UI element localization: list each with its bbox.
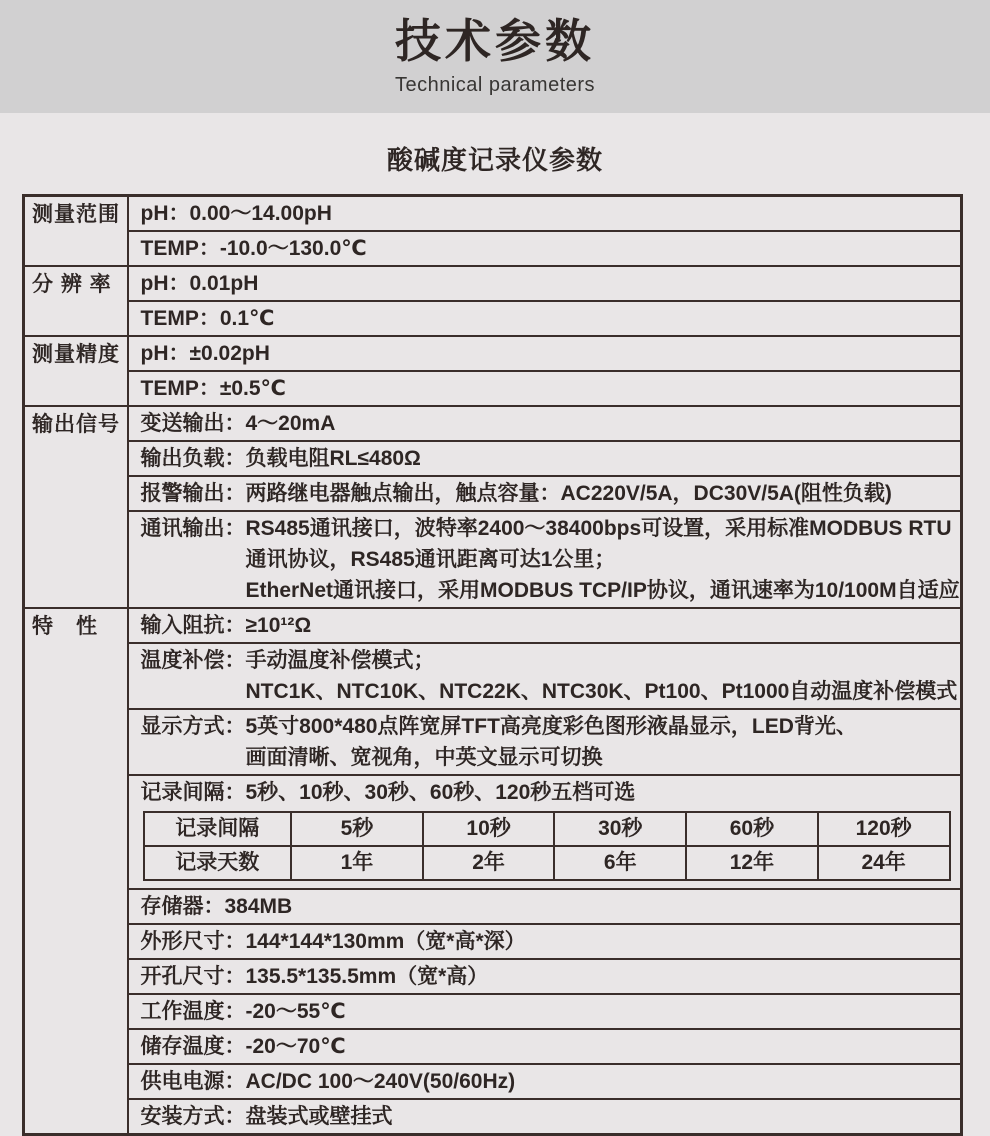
table-row [24,406,962,441]
spec-cell [128,1029,962,1064]
spec-cell [128,511,962,608]
spec-line: 温度补偿：手动温度补偿模式； [140,649,435,672]
spec-line: 供电电源：AC/DC 100～240V(50/60Hz) [140,1070,516,1093]
spec-line: 画面清晰、宽视角，中英文显示可切换 [245,746,603,769]
record-cell: 记录天数 [144,846,292,880]
spec-cell [128,476,962,511]
record-cell: 1年 [291,846,423,880]
spec-line: 储存温度：-20～70℃ [140,1035,346,1058]
table-row [24,196,962,232]
table-row [24,959,962,994]
table-row [24,709,962,775]
spec-line: TEMP：±0.5℃ [140,377,286,400]
spec-table [22,194,963,1136]
table-row [24,1029,962,1064]
table-row [24,266,962,301]
page-title: 技术参数 [395,15,595,67]
record-cell: 5秒 [291,812,423,846]
spec-line: TEMP：0.1℃ [140,307,275,330]
table-row [24,775,962,889]
group-label-accuracy: 测量精度 [24,336,128,406]
spec-line: 通讯输出：RS485通讯接口，波特率2400～38400bps可设置，采用标准MODBUS RTU [140,517,952,540]
table-row [24,608,962,643]
group-label-measuring-range: 测量范围 [24,196,128,267]
spec-line: 输入阻抗：≥10¹²Ω [140,614,312,637]
group-label-output-signal: 输出信号 [24,406,128,608]
record-cell: 30秒 [554,812,686,846]
record-cell: 2年 [423,846,555,880]
spec-line: 输出负载：负载电阻RL≤480Ω [140,447,421,470]
table-row [24,1064,962,1099]
spec-line: NTC1K、NTC10K、NTC22K、NTC30K、Pt100、Pt1000自动温度补偿模式 [245,680,958,703]
table-row [24,231,962,266]
spec-cell [128,406,962,441]
spec-line: 显示方式：5英寸800*480点阵宽屏TFT高亮度彩色图形液晶显示，LED背光、 [140,715,857,738]
group-label-features: 特 性 [24,608,128,1135]
spec-cell [128,608,962,643]
spec-line: 记录间隔：5秒、10秒、30秒、60秒、120秒五档可选 [140,781,636,804]
table-row [24,889,962,924]
table-row [24,1099,962,1135]
spec-cell [128,371,962,406]
spec-cell [128,1099,962,1135]
spec-cell [128,643,962,709]
group-label-resolution: 分 辨 率 [24,266,128,336]
table-row [24,511,962,608]
spec-line: pH：0.00～14.00pH [140,202,332,225]
spec-cell [128,266,962,301]
spec-line: pH：±0.02pH [140,342,270,365]
record-cell: 120秒 [818,812,950,846]
spec-line: 报警输出：两路继电器触点输出，触点容量：AC220V/5A，DC30V/5A(阻性负载) [140,482,892,505]
spec-cell [128,924,962,959]
spec-line: 通讯协议，RS485通讯距离可达1公里； [245,548,616,571]
spec-line: 工作温度：-20～55℃ [140,1000,346,1023]
table-row [24,994,962,1029]
record-cell: 6年 [554,846,686,880]
spec-line: pH：0.01pH [140,272,259,295]
spec-cell [128,959,962,994]
spec-line: 存储器：384MB [140,895,293,918]
page-subtitle: Technical parameters [394,74,596,96]
spec-cell [128,709,962,775]
spec-cell [128,1064,962,1099]
spec-line: 开孔尺寸：135.5*135.5mm（宽*高） [140,965,489,988]
spec-cell [128,889,962,924]
record-capacity-table [143,811,951,881]
table-row [144,812,950,846]
spec-cell [128,301,962,336]
table-row [24,371,962,406]
record-cell: 12年 [686,846,818,880]
table-row [144,846,950,880]
record-cell: 10秒 [423,812,555,846]
spec-line: EtherNet通讯接口，采用MODBUS TCP/IP协议，通讯速率为10/100M自适应 [245,579,960,602]
record-cell: 记录间隔 [144,812,292,846]
table-row [24,441,962,476]
table-row [24,924,962,959]
record-cell: 24年 [818,846,950,880]
spec-line: 安装方式：盘装式或壁挂式 [140,1105,393,1128]
section-title: 酸碱度记录仪参数 [386,145,603,175]
table-row [24,336,962,371]
spec-cell [128,196,962,232]
spec-line: TEMP：-10.0～130.0℃ [140,237,367,260]
spec-cell [128,994,962,1029]
table-row [24,476,962,511]
table-row [24,643,962,709]
table-row [24,301,962,336]
header-banner [0,0,990,113]
spec-line: 变送输出：4～20mA [140,412,336,435]
spec-cell [128,441,962,476]
spec-cell [128,231,962,266]
spec-line: 外形尺寸：144*144*130mm（宽*高*深） [140,930,526,953]
spec-cell [128,336,962,371]
spec-cell [128,775,962,889]
record-cell: 60秒 [686,812,818,846]
